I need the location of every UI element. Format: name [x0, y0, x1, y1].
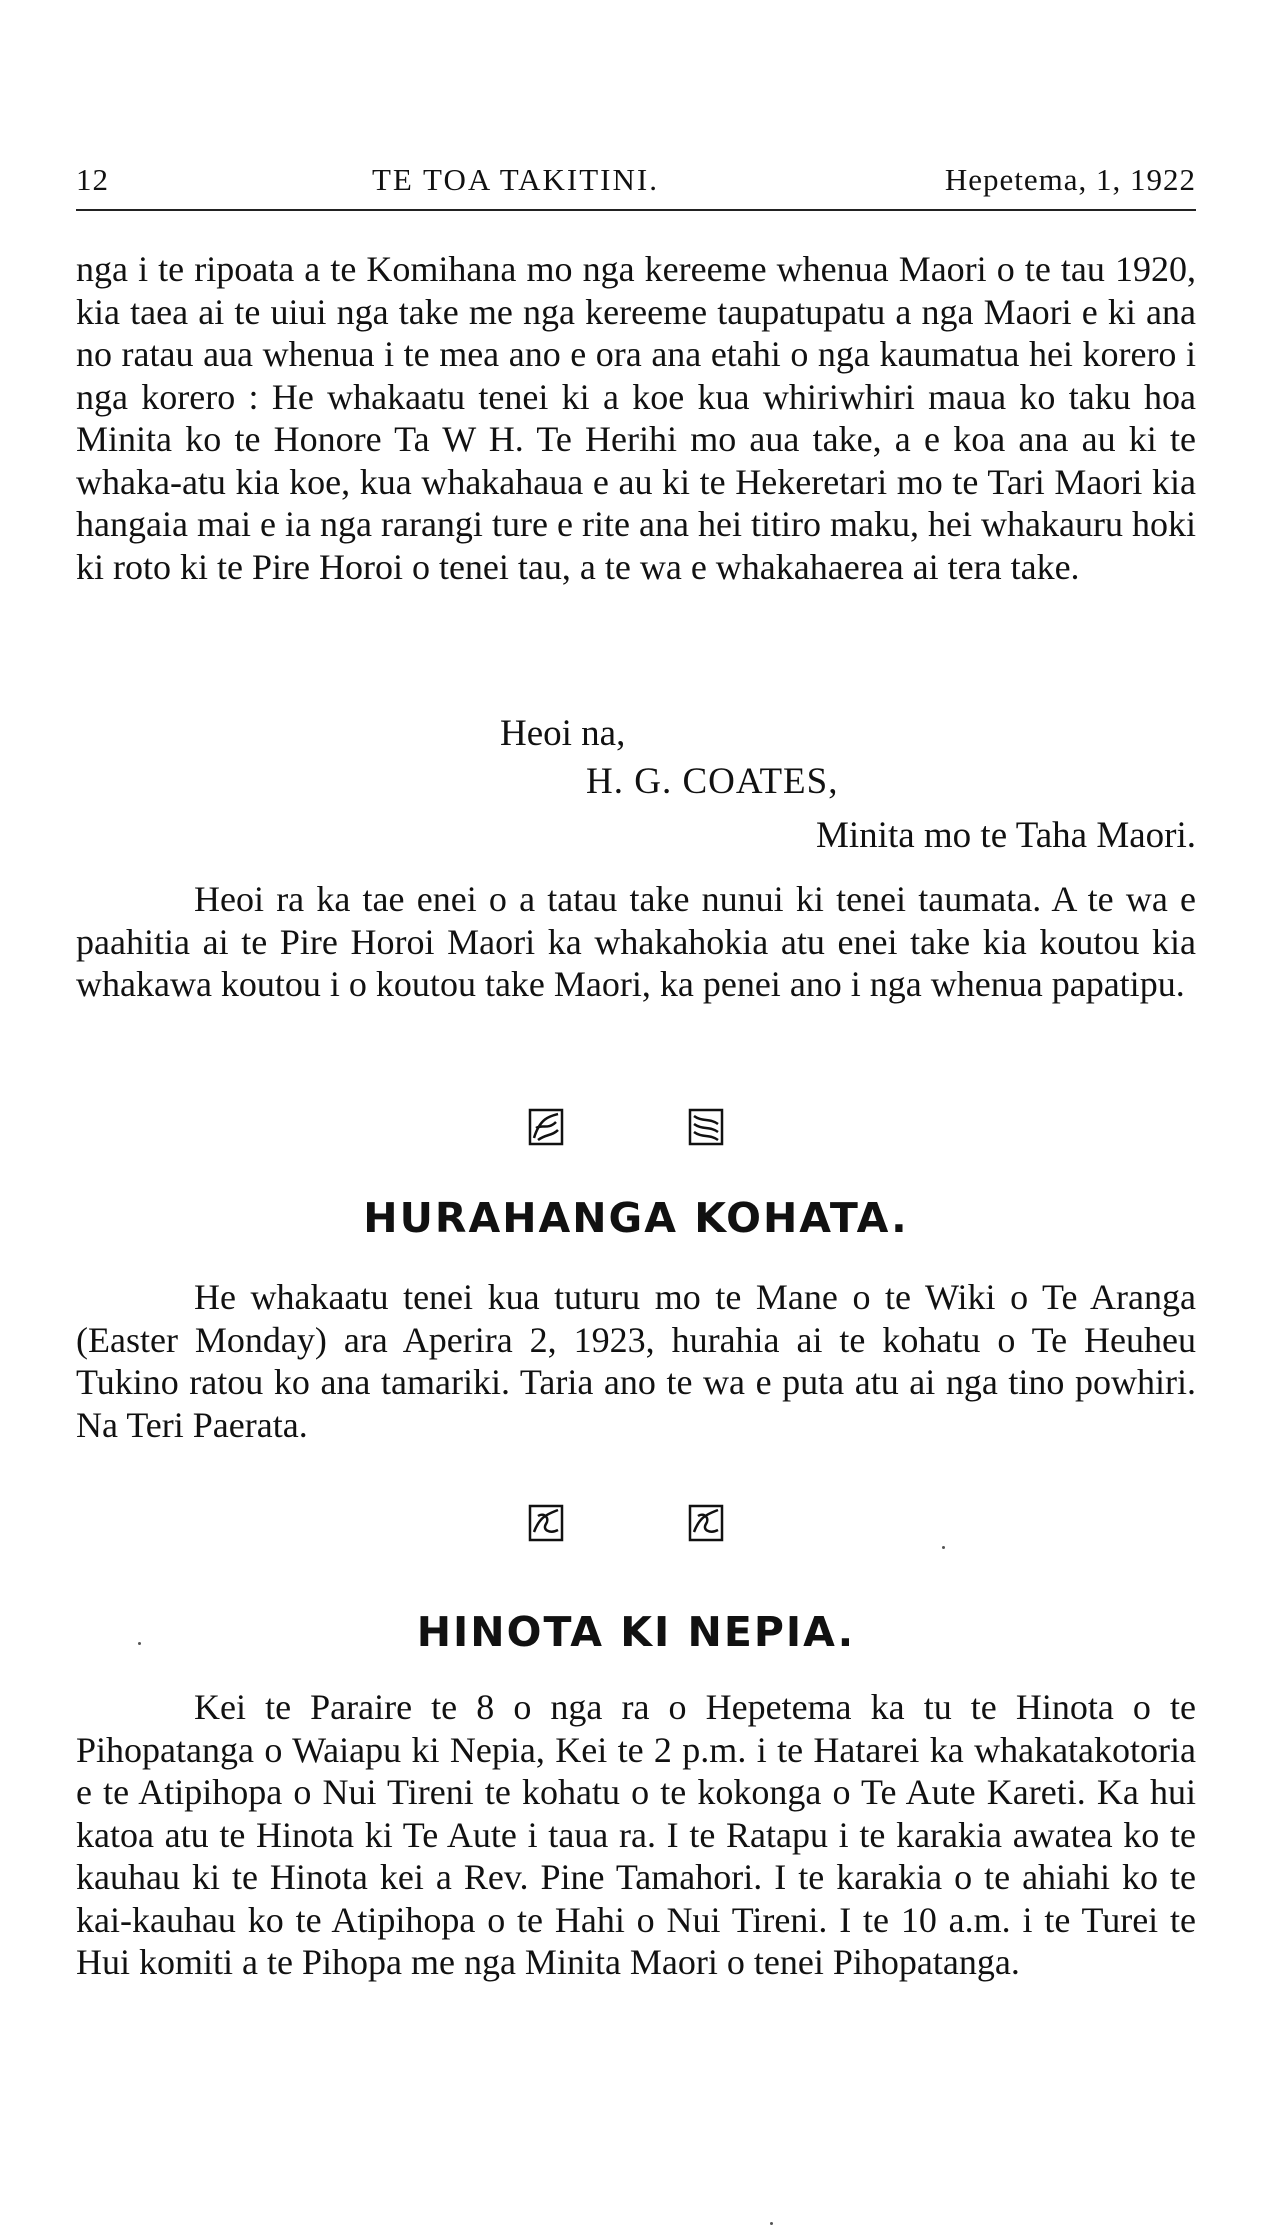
- running-head: [76, 162, 1196, 202]
- heading-hinota-ki-nepia: HINOTA KI NEPIA.: [416, 1608, 856, 1656]
- closing-salutation: Heoi na,: [500, 713, 626, 754]
- ornament-icon: [528, 1108, 564, 1146]
- page: [76, 0, 1196, 2238]
- page-number: 12: [76, 162, 109, 197]
- article1-paragraph2: Heoi ra ka tae enei o a tatau take nunui ki tenei taumata. A te wa e paahitia ai te Pire Horoi Maori ka whakahokia atu enei take kia koutou kia whakawa koutou i o koutou take Maori, ka penei ano i nga whenua papatipu.: [76, 879, 1196, 1004]
- ornament-icon: [688, 1108, 724, 1146]
- signatory-title: Minita mo te Taha Maori.: [815, 815, 1196, 856]
- ornament-icon: [688, 1504, 724, 1542]
- article2-body: He whakaatu tenei kua tuturu mo te Mane o te Wiki o Te Aranga (Easter Monday) ara Aperira 2, 1923, hurahia ai te kohatu o Te Heuheu Tukino ratou ko ana tamariki. Taria ano te wa e puta atu ai nga tino powhiri. Na Teri Paerata.: [76, 1277, 1196, 1445]
- journal-title: TE TOA TAKITINI.: [372, 162, 659, 197]
- article3-body: Kei te Paraire te 8 o nga ra o Hepetema ka tu te Hinota o te Pihopatanga o Waiapu ki Nepia, Kei te 2 p.m. i te Hatarei ka whakatakotoria e te Atipihopa o Nui Tireni te kohatu o te kokonga o Te Aute Kareti. Ka hui katoa atu te Hinota ki Te Aute i taua ra. I te Ratapu i te karakia awatea ko te kauhau ki te Hinota kei a Rev. Pine Tamahori. I te karakia o te ahiahi ko te kai-kauhau ko te Atipihopa o te Hahi o Nui Tireni. I te 10 a.m. i te Turei te Hui komiti a te Pihopa me nga Minita Maori o tenei Pihopatanga.: [76, 1687, 1196, 1982]
- print-speck: [770, 2222, 773, 2225]
- ornament-icon: [528, 1504, 564, 1542]
- heading-hurahanga-kohata: HURAHANGA KOHATA.: [363, 1194, 909, 1242]
- issue-date: Hepetema, 1, 1922: [944, 162, 1196, 197]
- article1-paragraph1: nga i te ripoata a te Komihana mo nga kereeme whenua Maori o te tau 1920, kia taea ai te uiui nga take me nga kereeme taupatupatu a nga Maori e ki ana no ratau aua whenua i te mea ano e ora ana etahi o nga kaumatua hei korero i nga korero : He whakaatu tenei ki a koe kua whiriwhiri maua ko taku hoa Minita ko te Honore Ta W H. Te Herihi mo aua take, a e koa ana au ki te whaka-atu kia koe, kua whakahaua e au ki te Hekeretari mo te Tari Maori kia hangaia mai e ia nga rarangi ture e rite ana hei titiro maku, hei whakauru hoki ki roto ki te Pire Horoi o tenei tau, a te wa e whakahaerea ai tera take.: [76, 249, 1196, 587]
- print-speck: [942, 1546, 945, 1549]
- signatory-name: H. G. COATES,: [586, 761, 839, 802]
- header-rule: [76, 209, 1196, 211]
